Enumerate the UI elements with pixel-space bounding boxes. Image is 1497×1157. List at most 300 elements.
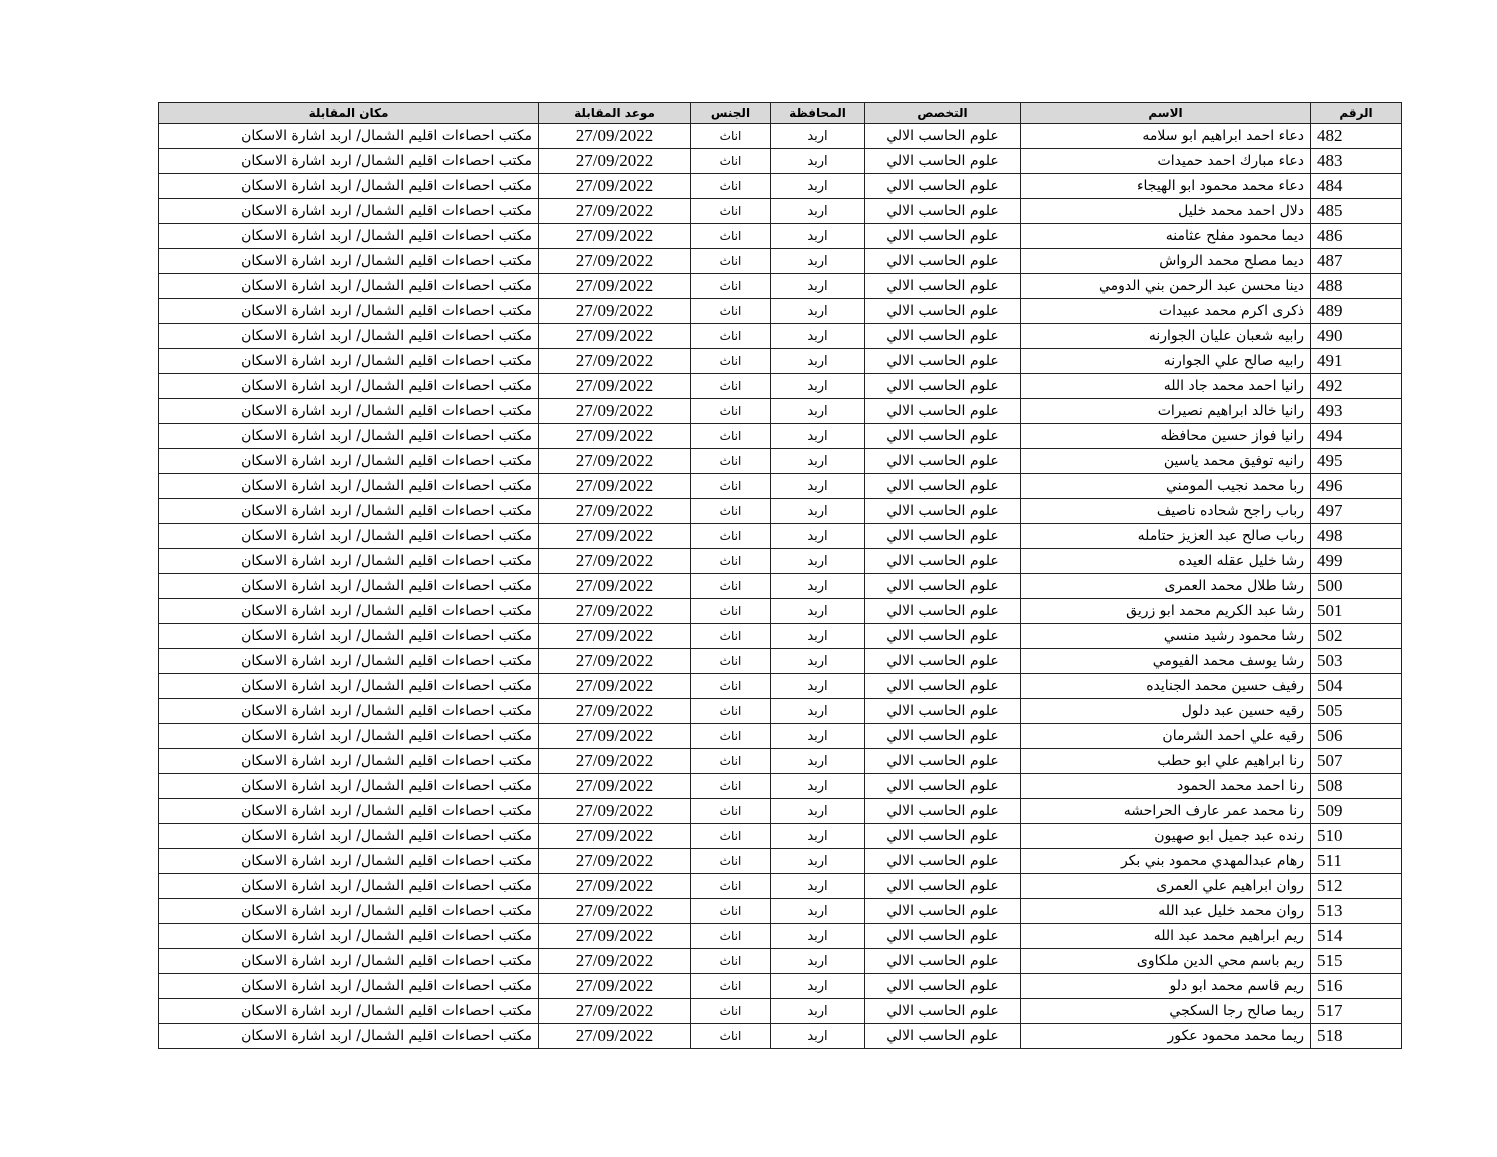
cell-governorate: اربد xyxy=(771,924,865,949)
cell-num: 495 xyxy=(1311,449,1402,474)
cell-name: رشا يوسف محمد الفيومي xyxy=(1021,649,1311,674)
cell-date: 27/09/2022 xyxy=(539,874,691,899)
cell-name: دلال احمد محمد خليل xyxy=(1021,199,1311,224)
cell-place: مكتب احصاءات اقليم الشمال/ اربد اشارة الاسكان xyxy=(159,624,539,649)
cell-place: مكتب احصاءات اقليم الشمال/ اربد اشارة الاسكان xyxy=(159,999,539,1024)
table-row xyxy=(159,299,1402,324)
cell-place: مكتب احصاءات اقليم الشمال/ اربد اشارة الاسكان xyxy=(159,1024,539,1049)
header-gender: الجنس xyxy=(691,103,771,124)
cell-name: رانيه توفيق محمد ياسين xyxy=(1021,449,1311,474)
cell-date: 27/09/2022 xyxy=(539,499,691,524)
cell-place: مكتب احصاءات اقليم الشمال/ اربد اشارة الاسكان xyxy=(159,149,539,174)
cell-major: علوم الحاسب الالي xyxy=(865,574,1021,599)
table-body xyxy=(159,124,1402,1049)
cell-major: علوم الحاسب الالي xyxy=(865,949,1021,974)
cell-governorate: اربد xyxy=(771,749,865,774)
cell-place: مكتب احصاءات اقليم الشمال/ اربد اشارة الاسكان xyxy=(159,849,539,874)
cell-gender: اناث xyxy=(691,999,771,1024)
cell-place: مكتب احصاءات اقليم الشمال/ اربد اشارة الاسكان xyxy=(159,524,539,549)
cell-name: رقيه حسين عبد دلول xyxy=(1021,699,1311,724)
cell-place: مكتب احصاءات اقليم الشمال/ اربد اشارة الاسكان xyxy=(159,174,539,199)
cell-date: 27/09/2022 xyxy=(539,449,691,474)
cell-num: 499 xyxy=(1311,549,1402,574)
cell-date: 27/09/2022 xyxy=(539,199,691,224)
cell-gender: اناث xyxy=(691,249,771,274)
cell-gender: اناث xyxy=(691,699,771,724)
cell-date: 27/09/2022 xyxy=(539,699,691,724)
cell-num: 501 xyxy=(1311,599,1402,624)
cell-num: 517 xyxy=(1311,999,1402,1024)
cell-name: رابيه صالح علي الجوارنه xyxy=(1021,349,1311,374)
table-row xyxy=(159,774,1402,799)
cell-name: رشا محمود رشيد منسي xyxy=(1021,624,1311,649)
table-row xyxy=(159,224,1402,249)
cell-num: 516 xyxy=(1311,974,1402,999)
cell-governorate: اربد xyxy=(771,574,865,599)
table-header xyxy=(159,103,1402,124)
cell-name: رانيا خالد ابراهيم نصيرات xyxy=(1021,399,1311,424)
cell-num: 504 xyxy=(1311,674,1402,699)
cell-major: علوم الحاسب الالي xyxy=(865,824,1021,849)
cell-name: ريم ابراهيم محمد عبد الله xyxy=(1021,924,1311,949)
cell-gender: اناث xyxy=(691,824,771,849)
cell-gender: اناث xyxy=(691,449,771,474)
cell-gender: اناث xyxy=(691,199,771,224)
cell-num: 498 xyxy=(1311,524,1402,549)
cell-governorate: اربد xyxy=(771,624,865,649)
cell-num: 514 xyxy=(1311,924,1402,949)
cell-date: 27/09/2022 xyxy=(539,849,691,874)
cell-date: 27/09/2022 xyxy=(539,549,691,574)
header-name: الاسم xyxy=(1021,103,1311,124)
cell-governorate: اربد xyxy=(771,824,865,849)
cell-date: 27/09/2022 xyxy=(539,299,691,324)
cell-name: دعاء محمد محمود ابو الهيجاء xyxy=(1021,174,1311,199)
cell-gender: اناث xyxy=(691,274,771,299)
cell-num: 490 xyxy=(1311,324,1402,349)
cell-gender: اناث xyxy=(691,399,771,424)
cell-major: علوم الحاسب الالي xyxy=(865,724,1021,749)
cell-place: مكتب احصاءات اقليم الشمال/ اربد اشارة الاسكان xyxy=(159,474,539,499)
header-place: مكان المقابلة xyxy=(159,103,539,124)
cell-major: علوم الحاسب الالي xyxy=(865,899,1021,924)
cell-major: علوم الحاسب الالي xyxy=(865,699,1021,724)
cell-name: رباب راجح شحاده ناصيف xyxy=(1021,499,1311,524)
cell-governorate: اربد xyxy=(771,649,865,674)
table-row xyxy=(159,924,1402,949)
cell-major: علوم الحاسب الالي xyxy=(865,299,1021,324)
cell-governorate: اربد xyxy=(771,1024,865,1049)
cell-governorate: اربد xyxy=(771,374,865,399)
table-row xyxy=(159,874,1402,899)
cell-gender: اناث xyxy=(691,474,771,499)
cell-num: 482 xyxy=(1311,124,1402,149)
cell-governorate: اربد xyxy=(771,524,865,549)
cell-place: مكتب احصاءات اقليم الشمال/ اربد اشارة الاسكان xyxy=(159,724,539,749)
cell-name: رهام عبدالمهدي محمود بني بكر xyxy=(1021,849,1311,874)
table-row xyxy=(159,374,1402,399)
cell-governorate: اربد xyxy=(771,974,865,999)
cell-major: علوم الحاسب الالي xyxy=(865,799,1021,824)
cell-major: علوم الحاسب الالي xyxy=(865,424,1021,449)
cell-governorate: اربد xyxy=(771,449,865,474)
cell-name: رشا طلال محمد العمرى xyxy=(1021,574,1311,599)
cell-major: علوم الحاسب الالي xyxy=(865,499,1021,524)
cell-governorate: اربد xyxy=(771,399,865,424)
cell-name: رابيه شعبان عليان الجوارنه xyxy=(1021,324,1311,349)
candidates-table xyxy=(158,102,1402,1049)
cell-name: روان محمد خليل عبد الله xyxy=(1021,899,1311,924)
table-row xyxy=(159,974,1402,999)
cell-place: مكتب احصاءات اقليم الشمال/ اربد اشارة الاسكان xyxy=(159,599,539,624)
cell-name: ريم قاسم محمد ابو دلو xyxy=(1021,974,1311,999)
cell-gender: اناث xyxy=(691,849,771,874)
table-row xyxy=(159,724,1402,749)
table-row xyxy=(159,899,1402,924)
cell-place: مكتب احصاءات اقليم الشمال/ اربد اشارة الاسكان xyxy=(159,274,539,299)
header-date: موعد المقابلة xyxy=(539,103,691,124)
cell-num: 503 xyxy=(1311,649,1402,674)
cell-name: ريم باسم محي الدين ملكاوى xyxy=(1021,949,1311,974)
cell-date: 27/09/2022 xyxy=(539,999,691,1024)
cell-governorate: اربد xyxy=(771,424,865,449)
cell-num: 515 xyxy=(1311,949,1402,974)
cell-name: رباب صالح عبد العزيز حتامله xyxy=(1021,524,1311,549)
cell-date: 27/09/2022 xyxy=(539,974,691,999)
table-row xyxy=(159,599,1402,624)
cell-gender: اناث xyxy=(691,424,771,449)
cell-place: مكتب احصاءات اقليم الشمال/ اربد اشارة الاسكان xyxy=(159,549,539,574)
cell-name: ديما محمود مفلح عثامنه xyxy=(1021,224,1311,249)
cell-gender: اناث xyxy=(691,749,771,774)
cell-date: 27/09/2022 xyxy=(539,524,691,549)
table-row xyxy=(159,999,1402,1024)
cell-name: رنده عبد جميل ابو صهيون xyxy=(1021,824,1311,849)
cell-gender: اناث xyxy=(691,949,771,974)
cell-major: علوم الحاسب الالي xyxy=(865,774,1021,799)
cell-name: رشا عبد الكريم محمد ابو زريق xyxy=(1021,599,1311,624)
cell-major: علوم الحاسب الالي xyxy=(865,449,1021,474)
cell-num: 483 xyxy=(1311,149,1402,174)
cell-gender: اناث xyxy=(691,574,771,599)
cell-gender: اناث xyxy=(691,499,771,524)
table-row xyxy=(159,149,1402,174)
cell-name: رقيه علي احمد الشرمان xyxy=(1021,724,1311,749)
cell-date: 27/09/2022 xyxy=(539,224,691,249)
cell-governorate: اربد xyxy=(771,874,865,899)
cell-place: مكتب احصاءات اقليم الشمال/ اربد اشارة الاسكان xyxy=(159,674,539,699)
cell-major: علوم الحاسب الالي xyxy=(865,199,1021,224)
cell-place: مكتب احصاءات اقليم الشمال/ اربد اشارة الاسكان xyxy=(159,449,539,474)
table-row xyxy=(159,199,1402,224)
cell-date: 27/09/2022 xyxy=(539,649,691,674)
cell-gender: اناث xyxy=(691,899,771,924)
cell-num: 493 xyxy=(1311,399,1402,424)
cell-date: 27/09/2022 xyxy=(539,249,691,274)
cell-governorate: اربد xyxy=(771,274,865,299)
cell-num: 513 xyxy=(1311,899,1402,924)
cell-gender: اناث xyxy=(691,124,771,149)
table-row xyxy=(159,549,1402,574)
cell-governorate: اربد xyxy=(771,949,865,974)
cell-governorate: اربد xyxy=(771,999,865,1024)
cell-date: 27/09/2022 xyxy=(539,1024,691,1049)
cell-date: 27/09/2022 xyxy=(539,924,691,949)
table-row xyxy=(159,474,1402,499)
cell-gender: اناث xyxy=(691,524,771,549)
cell-major: علوم الحاسب الالي xyxy=(865,599,1021,624)
cell-num: 518 xyxy=(1311,1024,1402,1049)
cell-place: مكتب احصاءات اقليم الشمال/ اربد اشارة الاسكان xyxy=(159,424,539,449)
cell-num: 508 xyxy=(1311,774,1402,799)
cell-date: 27/09/2022 xyxy=(539,399,691,424)
table-row xyxy=(159,124,1402,149)
table-row xyxy=(159,849,1402,874)
cell-date: 27/09/2022 xyxy=(539,749,691,774)
cell-date: 27/09/2022 xyxy=(539,599,691,624)
cell-major: علوم الحاسب الالي xyxy=(865,624,1021,649)
cell-place: مكتب احصاءات اقليم الشمال/ اربد اشارة الاسكان xyxy=(159,899,539,924)
cell-place: مكتب احصاءات اقليم الشمال/ اربد اشارة الاسكان xyxy=(159,574,539,599)
cell-major: علوم الحاسب الالي xyxy=(865,149,1021,174)
cell-place: مكتب احصاءات اقليم الشمال/ اربد اشارة الاسكان xyxy=(159,874,539,899)
cell-place: مكتب احصاءات اقليم الشمال/ اربد اشارة الاسكان xyxy=(159,224,539,249)
cell-num: 497 xyxy=(1311,499,1402,524)
table-row xyxy=(159,499,1402,524)
cell-governorate: اربد xyxy=(771,849,865,874)
table-row xyxy=(159,674,1402,699)
cell-governorate: اربد xyxy=(771,249,865,274)
cell-governorate: اربد xyxy=(771,324,865,349)
cell-name: ذكرى اكرم محمد عبيدات xyxy=(1021,299,1311,324)
table-row xyxy=(159,824,1402,849)
table-row xyxy=(159,349,1402,374)
cell-gender: اناث xyxy=(691,624,771,649)
cell-num: 492 xyxy=(1311,374,1402,399)
cell-gender: اناث xyxy=(691,924,771,949)
cell-place: مكتب احصاءات اقليم الشمال/ اربد اشارة الاسكان xyxy=(159,374,539,399)
cell-num: 509 xyxy=(1311,799,1402,824)
cell-name: رفيف حسين محمد الجنايده xyxy=(1021,674,1311,699)
cell-governorate: اربد xyxy=(771,799,865,824)
cell-date: 27/09/2022 xyxy=(539,349,691,374)
cell-place: مكتب احصاءات اقليم الشمال/ اربد اشارة الاسكان xyxy=(159,799,539,824)
cell-date: 27/09/2022 xyxy=(539,899,691,924)
cell-place: مكتب احصاءات اقليم الشمال/ اربد اشارة الاسكان xyxy=(159,699,539,724)
cell-governorate: اربد xyxy=(771,599,865,624)
table-row xyxy=(159,624,1402,649)
cell-gender: اناث xyxy=(691,324,771,349)
cell-date: 27/09/2022 xyxy=(539,324,691,349)
cell-date: 27/09/2022 xyxy=(539,124,691,149)
cell-major: علوم الحاسب الالي xyxy=(865,924,1021,949)
table-row xyxy=(159,699,1402,724)
cell-governorate: اربد xyxy=(771,224,865,249)
cell-num: 487 xyxy=(1311,249,1402,274)
header-num: الرقم xyxy=(1311,103,1402,124)
cell-gender: اناث xyxy=(691,974,771,999)
cell-place: مكتب احصاءات اقليم الشمال/ اربد اشارة الاسكان xyxy=(159,949,539,974)
cell-name: روان ابراهيم علي العمرى xyxy=(1021,874,1311,899)
cell-place: مكتب احصاءات اقليم الشمال/ اربد اشارة الاسكان xyxy=(159,249,539,274)
cell-place: مكتب احصاءات اقليم الشمال/ اربد اشارة الاسكان xyxy=(159,299,539,324)
cell-name: رنا احمد محمد الحمود xyxy=(1021,774,1311,799)
cell-num: 485 xyxy=(1311,199,1402,224)
cell-major: علوم الحاسب الالي xyxy=(865,649,1021,674)
cell-place: مكتب احصاءات اقليم الشمال/ اربد اشارة الاسكان xyxy=(159,499,539,524)
cell-num: 506 xyxy=(1311,724,1402,749)
table-row xyxy=(159,1024,1402,1049)
cell-governorate: اربد xyxy=(771,724,865,749)
cell-major: علوم الحاسب الالي xyxy=(865,474,1021,499)
cell-date: 27/09/2022 xyxy=(539,174,691,199)
cell-num: 489 xyxy=(1311,299,1402,324)
cell-place: مكتب احصاءات اقليم الشمال/ اربد اشارة الاسكان xyxy=(159,324,539,349)
cell-governorate: اربد xyxy=(771,899,865,924)
cell-governorate: اربد xyxy=(771,174,865,199)
cell-gender: اناث xyxy=(691,874,771,899)
cell-governorate: اربد xyxy=(771,199,865,224)
cell-name: ريما صالح رجا السكجي xyxy=(1021,999,1311,1024)
cell-date: 27/09/2022 xyxy=(539,274,691,299)
cell-num: 511 xyxy=(1311,849,1402,874)
header-row xyxy=(159,103,1402,124)
cell-major: علوم الحاسب الالي xyxy=(865,324,1021,349)
cell-name: دعاء مبارك احمد حميدات xyxy=(1021,149,1311,174)
cell-place: مكتب احصاءات اقليم الشمال/ اربد اشارة الاسكان xyxy=(159,199,539,224)
cell-date: 27/09/2022 xyxy=(539,799,691,824)
table-row xyxy=(159,274,1402,299)
cell-name: ديما مصلح محمد الرواش xyxy=(1021,249,1311,274)
cell-governorate: اربد xyxy=(771,549,865,574)
cell-gender: اناث xyxy=(691,149,771,174)
table-row xyxy=(159,424,1402,449)
cell-gender: اناث xyxy=(691,1024,771,1049)
cell-num: 500 xyxy=(1311,574,1402,599)
cell-gender: اناث xyxy=(691,224,771,249)
cell-num: 512 xyxy=(1311,874,1402,899)
table-row xyxy=(159,174,1402,199)
cell-name: رنا ابراهيم علي ابو حطب xyxy=(1021,749,1311,774)
cell-governorate: اربد xyxy=(771,774,865,799)
cell-major: علوم الحاسب الالي xyxy=(865,999,1021,1024)
table-row xyxy=(159,324,1402,349)
cell-name: ريما محمد محمود عكور xyxy=(1021,1024,1311,1049)
cell-place: مكتب احصاءات اقليم الشمال/ اربد اشارة الاسكان xyxy=(159,124,539,149)
cell-date: 27/09/2022 xyxy=(539,574,691,599)
cell-date: 27/09/2022 xyxy=(539,824,691,849)
cell-gender: اناث xyxy=(691,299,771,324)
cell-num: 486 xyxy=(1311,224,1402,249)
table-row xyxy=(159,749,1402,774)
cell-date: 27/09/2022 xyxy=(539,624,691,649)
cell-gender: اناث xyxy=(691,774,771,799)
cell-major: علوم الحاسب الالي xyxy=(865,399,1021,424)
table-row xyxy=(159,524,1402,549)
cell-date: 27/09/2022 xyxy=(539,424,691,449)
cell-gender: اناث xyxy=(691,674,771,699)
cell-major: علوم الحاسب الالي xyxy=(865,874,1021,899)
cell-major: علوم الحاسب الالي xyxy=(865,174,1021,199)
cell-place: مكتب احصاءات اقليم الشمال/ اربد اشارة الاسكان xyxy=(159,924,539,949)
cell-major: علوم الحاسب الالي xyxy=(865,549,1021,574)
cell-date: 27/09/2022 xyxy=(539,724,691,749)
cell-num: 507 xyxy=(1311,749,1402,774)
header-major: التخصص xyxy=(865,103,1021,124)
cell-num: 484 xyxy=(1311,174,1402,199)
cell-governorate: اربد xyxy=(771,124,865,149)
cell-major: علوم الحاسب الالي xyxy=(865,524,1021,549)
table-row xyxy=(159,574,1402,599)
cell-place: مكتب احصاءات اقليم الشمال/ اربد اشارة الاسكان xyxy=(159,399,539,424)
cell-num: 510 xyxy=(1311,824,1402,849)
cell-num: 505 xyxy=(1311,699,1402,724)
cell-gender: اناث xyxy=(691,724,771,749)
cell-gender: اناث xyxy=(691,799,771,824)
cell-place: مكتب احصاءات اقليم الشمال/ اربد اشارة الاسكان xyxy=(159,974,539,999)
cell-major: علوم الحاسب الالي xyxy=(865,674,1021,699)
cell-gender: اناث xyxy=(691,599,771,624)
cell-major: علوم الحاسب الالي xyxy=(865,124,1021,149)
cell-name: رانيا احمد محمد جاد الله xyxy=(1021,374,1311,399)
cell-governorate: اربد xyxy=(771,674,865,699)
cell-gender: اناث xyxy=(691,549,771,574)
cell-major: علوم الحاسب الالي xyxy=(865,349,1021,374)
table-row xyxy=(159,799,1402,824)
cell-governorate: اربد xyxy=(771,299,865,324)
cell-name: دينا محسن عبد الرحمن بني الدومي xyxy=(1021,274,1311,299)
cell-date: 27/09/2022 xyxy=(539,674,691,699)
cell-num: 494 xyxy=(1311,424,1402,449)
cell-place: مكتب احصاءات اقليم الشمال/ اربد اشارة الاسكان xyxy=(159,749,539,774)
cell-major: علوم الحاسب الالي xyxy=(865,749,1021,774)
cell-major: علوم الحاسب الالي xyxy=(865,274,1021,299)
cell-name: دعاء احمد ابراهيم ابو سلامه xyxy=(1021,124,1311,149)
cell-date: 27/09/2022 xyxy=(539,149,691,174)
cell-major: علوم الحاسب الالي xyxy=(865,849,1021,874)
cell-governorate: اربد xyxy=(771,349,865,374)
cell-place: مكتب احصاءات اقليم الشمال/ اربد اشارة الاسكان xyxy=(159,774,539,799)
table-row xyxy=(159,249,1402,274)
cell-governorate: اربد xyxy=(771,699,865,724)
cell-place: مكتب احصاءات اقليم الشمال/ اربد اشارة الاسكان xyxy=(159,824,539,849)
cell-num: 496 xyxy=(1311,474,1402,499)
cell-date: 27/09/2022 xyxy=(539,949,691,974)
cell-name: رانيا فواز حسين محافظه xyxy=(1021,424,1311,449)
cell-num: 491 xyxy=(1311,349,1402,374)
cell-gender: اناث xyxy=(691,349,771,374)
cell-major: علوم الحاسب الالي xyxy=(865,224,1021,249)
cell-date: 27/09/2022 xyxy=(539,374,691,399)
cell-num: 488 xyxy=(1311,274,1402,299)
cell-name: ربا محمد نجيب المومني xyxy=(1021,474,1311,499)
cell-place: مكتب احصاءات اقليم الشمال/ اربد اشارة الاسكان xyxy=(159,649,539,674)
cell-date: 27/09/2022 xyxy=(539,774,691,799)
table-row xyxy=(159,649,1402,674)
cell-num: 502 xyxy=(1311,624,1402,649)
cell-governorate: اربد xyxy=(771,474,865,499)
cell-gender: اناث xyxy=(691,374,771,399)
cell-place: مكتب احصاءات اقليم الشمال/ اربد اشارة الاسكان xyxy=(159,349,539,374)
cell-governorate: اربد xyxy=(771,149,865,174)
cell-name: رشا خليل عقله العيده xyxy=(1021,549,1311,574)
cell-gender: اناث xyxy=(691,174,771,199)
table-row xyxy=(159,449,1402,474)
cell-name: رنا محمد عمر عارف الحراحشه xyxy=(1021,799,1311,824)
table-row xyxy=(159,949,1402,974)
cell-major: علوم الحاسب الالي xyxy=(865,374,1021,399)
cell-major: علوم الحاسب الالي xyxy=(865,1024,1021,1049)
